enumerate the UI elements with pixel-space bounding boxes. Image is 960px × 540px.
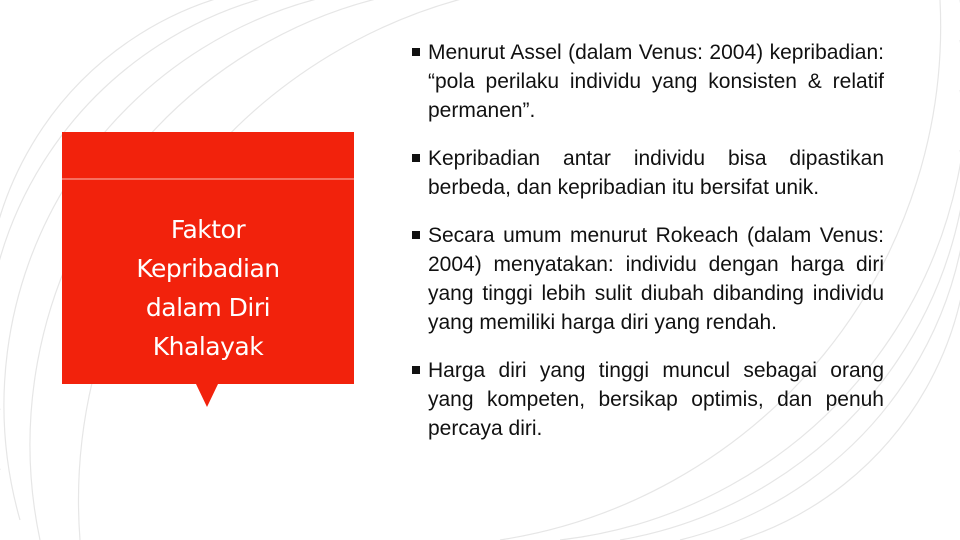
bullet-text: Harga diri yang tinggi muncul sebagai orang yang kompeten, bersikap optimis, dan penuh percaya diri. (428, 359, 884, 440)
square-bullet-icon (412, 231, 420, 239)
bullet-text: Kepribadian antar individu bisa dipastikan berbeda, dan kepribadian itu bersifat unik. (428, 147, 884, 199)
slide-title (62, 210, 354, 366)
title-divider (62, 178, 354, 180)
bullet-item (408, 38, 884, 125)
square-bullet-icon (412, 48, 420, 56)
bullet-list (408, 38, 884, 462)
bullet-text: Menurut Assel (dalam Venus: 2004) kepribadian: “pola perilaku individu yang konsisten & relatif permanen”. (428, 41, 884, 122)
square-bullet-icon (412, 154, 420, 162)
bullet-text: Secara umum menurut Rokeach (dalam Venus: 2004) menyatakan: individu dengan harga diri yang tinggi lebih sulit diubah dibanding individu yang memiliki harga diri yang rendah. (428, 224, 884, 334)
bullet-item (408, 356, 884, 443)
slide-title-line: dalam Diri (145, 293, 271, 322)
title-panel (62, 132, 354, 384)
square-bullet-icon (412, 366, 420, 374)
bullet-item (408, 144, 884, 202)
bullet-item (408, 221, 884, 337)
slide-title-line: Kepribadian (136, 254, 280, 283)
slide-title-line: Khalayak (152, 332, 264, 361)
title-pointer (196, 384, 218, 407)
slide-title-line: Faktor (170, 215, 246, 244)
